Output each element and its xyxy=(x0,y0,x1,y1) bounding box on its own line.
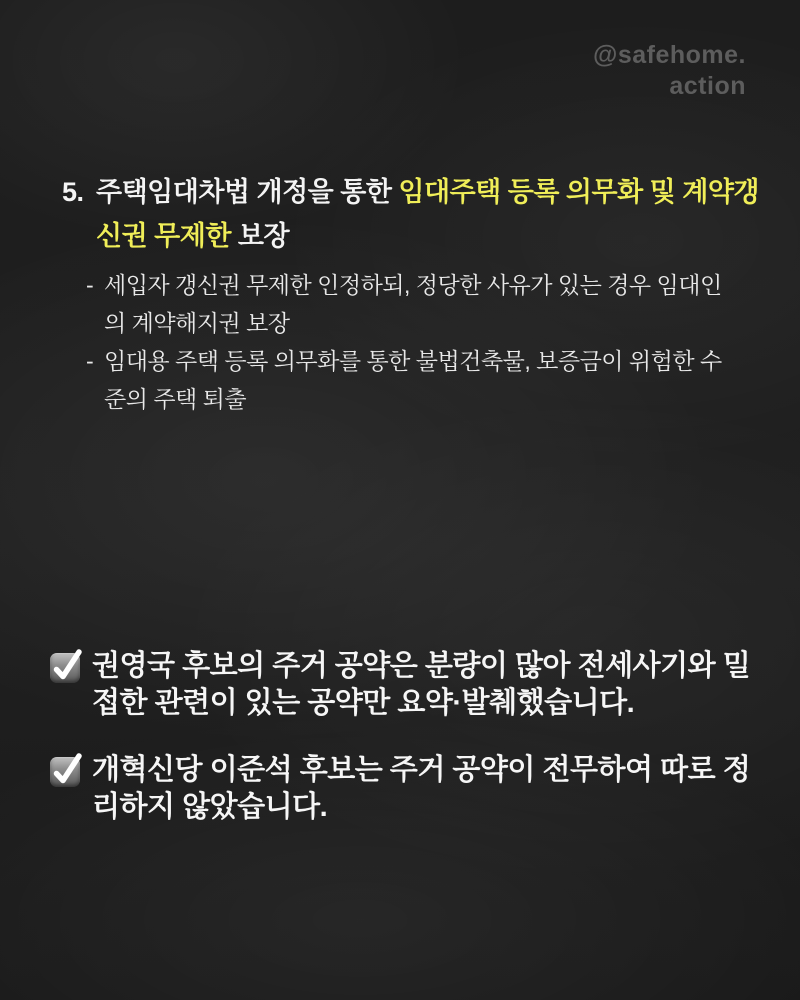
policy-title-text xyxy=(96,170,772,258)
policy-section xyxy=(62,170,772,418)
policy-bullet xyxy=(86,342,772,418)
watermark xyxy=(593,40,746,101)
watermark-handle-2: action xyxy=(669,71,746,100)
bullet-text: 세입자 갱신권 무제한 인정하되, 정당한 사유가 있는 경우 임대인의 계약해지권 보장 xyxy=(104,272,722,336)
bullet-dash: - xyxy=(86,272,94,298)
note-item xyxy=(50,648,766,722)
notes-section xyxy=(50,648,766,856)
policy-title xyxy=(62,170,772,258)
policy-title-suffix: 보장 xyxy=(230,221,290,251)
note-text: 개혁신당 이준석 후보는 주거 공약이 전무하여 따로 정리하지 않았습니다. xyxy=(92,754,751,823)
checkbox-checked-icon xyxy=(50,653,80,683)
note-text: 권영국 후보의 주거 공약은 분량이 많아 전세사기와 밀접한 관련이 있는 공약만 요약·발췌했습니다. xyxy=(92,650,751,719)
bullet-text: 임대용 주택 등록 의무화를 통한 불법건축물, 보증금이 위험한 수준의 주택 퇴출 xyxy=(104,348,722,412)
checkbox-checked-icon xyxy=(50,757,80,787)
policy-bullet xyxy=(86,266,772,342)
note-item xyxy=(50,752,766,826)
policy-title-prefix: 주택임대차법 개정을 통한 xyxy=(96,177,399,207)
policy-bullet-list xyxy=(86,266,772,418)
policy-number: 5. xyxy=(62,177,84,207)
watermark-handle: @safehome. xyxy=(592,41,746,69)
bullet-dash: - xyxy=(86,348,94,374)
policy-title-highlight: 임대주택 등록 의무화 및 계약갱신권 무제한 xyxy=(96,177,759,251)
